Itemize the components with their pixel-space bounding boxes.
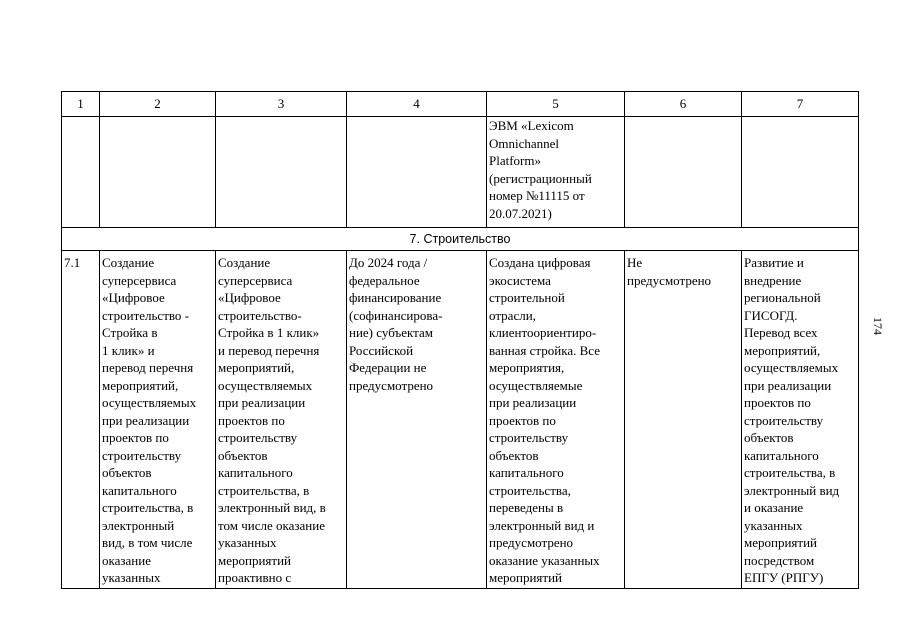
column-number-cell: 5 bbox=[487, 92, 625, 117]
table-cell: Развитие и внедрение региональной ГИСОГД. Перевод всех мероприятий, осуществляемых при реализации проектов по строительству объектов капитального строительства, в электронный вид и оказание указанных мероприятий посредством ЕПГУ (РПГУ) bbox=[742, 251, 859, 589]
column-number-cell: 3 bbox=[216, 92, 347, 117]
section-row bbox=[62, 228, 859, 251]
table-row bbox=[62, 117, 859, 228]
column-number-cell: 2 bbox=[100, 92, 216, 117]
table-cell bbox=[62, 117, 100, 228]
table-cell: Создание суперсервиса «Цифровое строительство- Стройка в 1 клик» и перевод перечня мероприятий, осуществляемых при реализации проектов по строительству объектов капитального строительства, в электронный вид, в том числе оказание указанных мероприятий проактивно с bbox=[216, 251, 347, 589]
table-cell: Создание суперсервиса «Цифровое строительство - Стройка в 1 клик» и перевод перечня мероприятий, осуществляемых при реализации проектов по строительству объектов капитального строительства, в электронный вид, в том числе оказание указанных bbox=[100, 251, 216, 589]
page-number: 174 bbox=[871, 317, 885, 335]
table-cell bbox=[347, 117, 487, 228]
column-number-cell: 4 bbox=[347, 92, 487, 117]
table-cell bbox=[100, 117, 216, 228]
table-cell bbox=[742, 117, 859, 228]
table-cell: ЭВМ «Lexicom Omnichannel Platform» (регистрационный номер №11115 от 20.07.2021) bbox=[487, 117, 625, 228]
table-row bbox=[62, 251, 859, 589]
table-cell: До 2024 года / федеральное финансирование (софинансирова- ние) субъектам Российской Федерации не предусмотрено bbox=[347, 251, 487, 589]
table-cell: Создана цифровая экосистема строительной отрасли, клиентоориентиро- ванная стройка. Все мероприятия, осуществляемые при реализации проектов по строительству объектов капитального строительства, переведены в электронный вид и предусмотрено оказание указанных мероприятий bbox=[487, 251, 625, 589]
table-cell bbox=[625, 117, 742, 228]
section-title: 7. Строительство bbox=[62, 228, 859, 251]
table-cell bbox=[216, 117, 347, 228]
column-number-cell: 1 bbox=[62, 92, 100, 117]
column-number-row bbox=[62, 92, 859, 117]
column-number-cell: 6 bbox=[625, 92, 742, 117]
column-number-cell: 7 bbox=[742, 92, 859, 117]
table-cell: Не предусмотрено bbox=[625, 251, 742, 589]
document-table bbox=[61, 91, 859, 589]
row-number-cell: 7.1 bbox=[62, 251, 100, 589]
